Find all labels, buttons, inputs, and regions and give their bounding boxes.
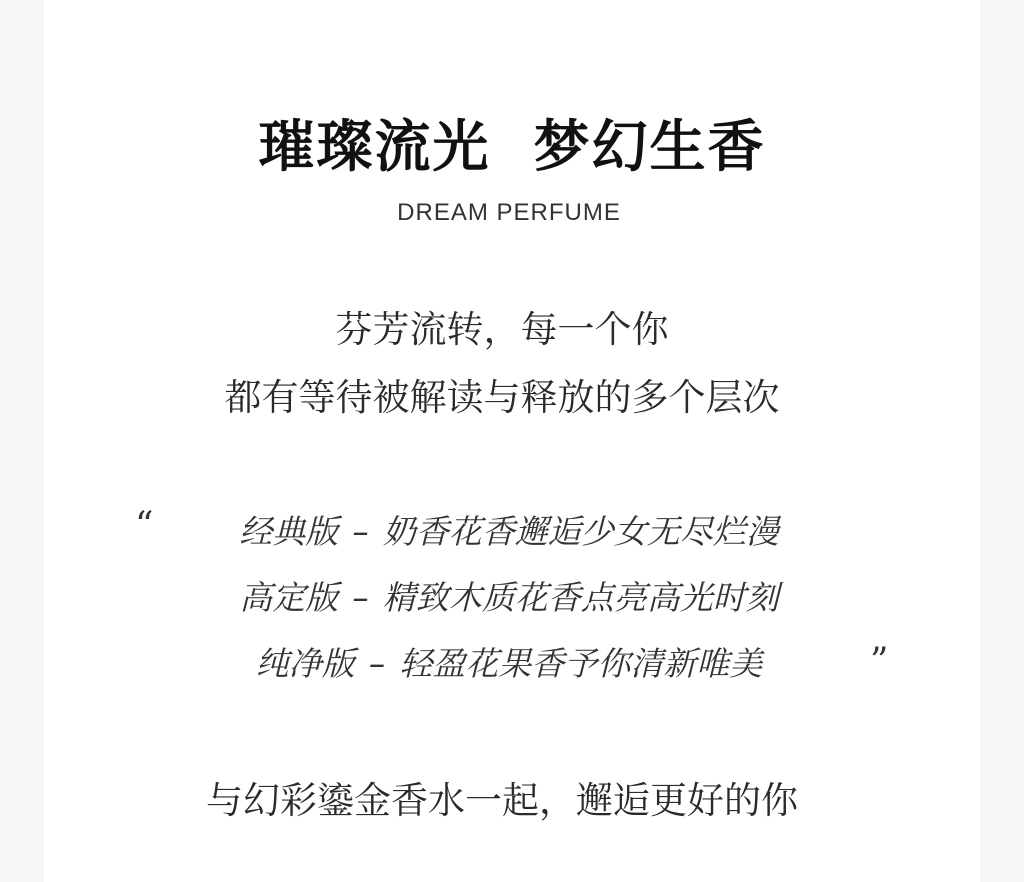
open-quote-mark: “ xyxy=(135,505,154,546)
page-title: 璀璨流光 梦幻生香 xyxy=(258,114,766,180)
version-description: 奶香花香邂逅少女无尽烂漫 xyxy=(382,512,779,551)
intro-line-2: 都有等待被解读与释放的多个层次 xyxy=(224,376,780,419)
version-line-couture xyxy=(0,577,1018,619)
version-line-pure xyxy=(0,643,1018,685)
version-name: 经典版 xyxy=(239,512,339,551)
intro-line-1: 芬芳流转，每一个你 xyxy=(335,308,669,351)
version-name: 高定版 xyxy=(239,578,339,617)
version-description: 轻盈花果香予你清新唯美 xyxy=(399,644,763,683)
close-quote-mark: ” xyxy=(870,641,889,682)
page-subtitle: DREAM PERFUME xyxy=(397,199,621,226)
version-line-classic xyxy=(0,511,1018,553)
version-separator: – xyxy=(368,644,386,683)
version-separator: – xyxy=(352,578,369,617)
version-separator: – xyxy=(352,512,369,551)
version-description: 精致木质花香点亮高光时刻 xyxy=(382,578,779,617)
version-name: 纯净版 xyxy=(255,644,355,683)
closing-line: 与幻彩鎏金香水一起，邂逅更好的你 xyxy=(206,779,798,822)
